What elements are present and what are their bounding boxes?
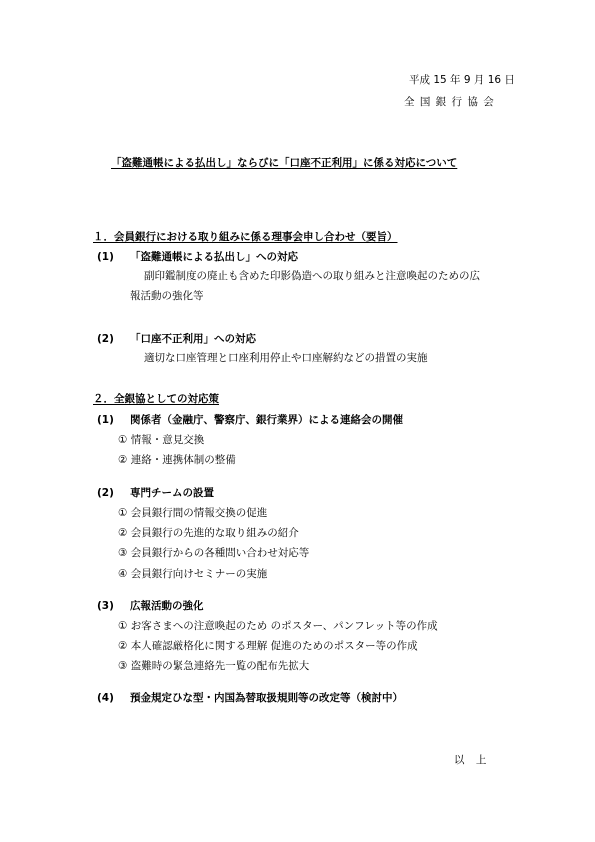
section2-item2-sub4: ④ 会員銀行向けセミナーの実施 bbox=[118, 568, 268, 580]
section2-item1-number: (1) bbox=[97, 414, 114, 426]
section2-item1-title: 関係者（金融庁、警察庁、銀行業界）による連絡会の開催 bbox=[130, 414, 403, 426]
section1-item1-desc-line1: 副印鑑制度の廃止も含めた印影偽造への取り組みと注意喚起のための広 bbox=[144, 270, 480, 282]
section2-item1-sub1: ① 情報・意見交換 bbox=[118, 434, 205, 446]
section2-heading: ２．全銀協としての対応策 bbox=[93, 393, 219, 405]
section1-item1-number: (1) bbox=[97, 251, 114, 263]
section2-item4-title: 預金規定ひな型・内国為替取扱規則等の改定等（検討中） bbox=[130, 692, 403, 704]
document-date: 平成 15 年 9 月 16 日 bbox=[409, 74, 515, 86]
section2-item3-number: (3) bbox=[97, 600, 114, 612]
section2-item2-number: (2) bbox=[97, 487, 114, 499]
section1-item1-title: 「盗難通帳による払出し」への対応 bbox=[130, 251, 298, 263]
document-title: 「盗難通帳による払出し」ならびに「口座不正利用」に係る対応について bbox=[111, 157, 458, 169]
section1-item1-desc-line2: 報活動の強化等 bbox=[130, 290, 204, 302]
section2-item3-sub1: ① お客さまへの注意喚起のため のポスター、パンフレット等の作成 bbox=[118, 620, 438, 632]
section1-item2-desc-line1: 適切な口座管理と口座利用停止や口座解約などの措置の実施 bbox=[144, 352, 428, 364]
section1-item2-number: (2) bbox=[97, 333, 114, 345]
section2-item3-sub3: ③ 盗難時の緊急連絡先一覧の配布先拡大 bbox=[118, 660, 310, 672]
closing-ijo: 以 上 bbox=[454, 754, 491, 766]
section2-item3-sub2: ② 本人確認厳格化に関する理解 促進のためのポスター等の作成 bbox=[118, 640, 418, 652]
section2-item2-sub3: ③ 会員銀行からの各種問い合わせ対応等 bbox=[118, 547, 310, 559]
section2-item2-title: 専門チームの設置 bbox=[130, 487, 214, 499]
section2-item3-title: 広報活動の強化 bbox=[130, 600, 204, 612]
section1-heading: １．会員銀行における取り組みに係る理事会申し合わせ（要旨） bbox=[93, 231, 398, 243]
section2-item2-sub1: ① 会員銀行間の情報交換の促進 bbox=[118, 507, 268, 519]
section1-item2-title: 「口座不正利用」への対応 bbox=[130, 333, 256, 345]
issuing-organization: 全 国 銀 行 協 会 bbox=[404, 96, 495, 108]
section2-item2-sub2: ② 会員銀行の先進的な取り組みの紹介 bbox=[118, 527, 299, 539]
section2-item4-number: (4) bbox=[97, 692, 114, 704]
section2-item1-sub2: ② 連絡・連携体制の整備 bbox=[118, 454, 236, 466]
